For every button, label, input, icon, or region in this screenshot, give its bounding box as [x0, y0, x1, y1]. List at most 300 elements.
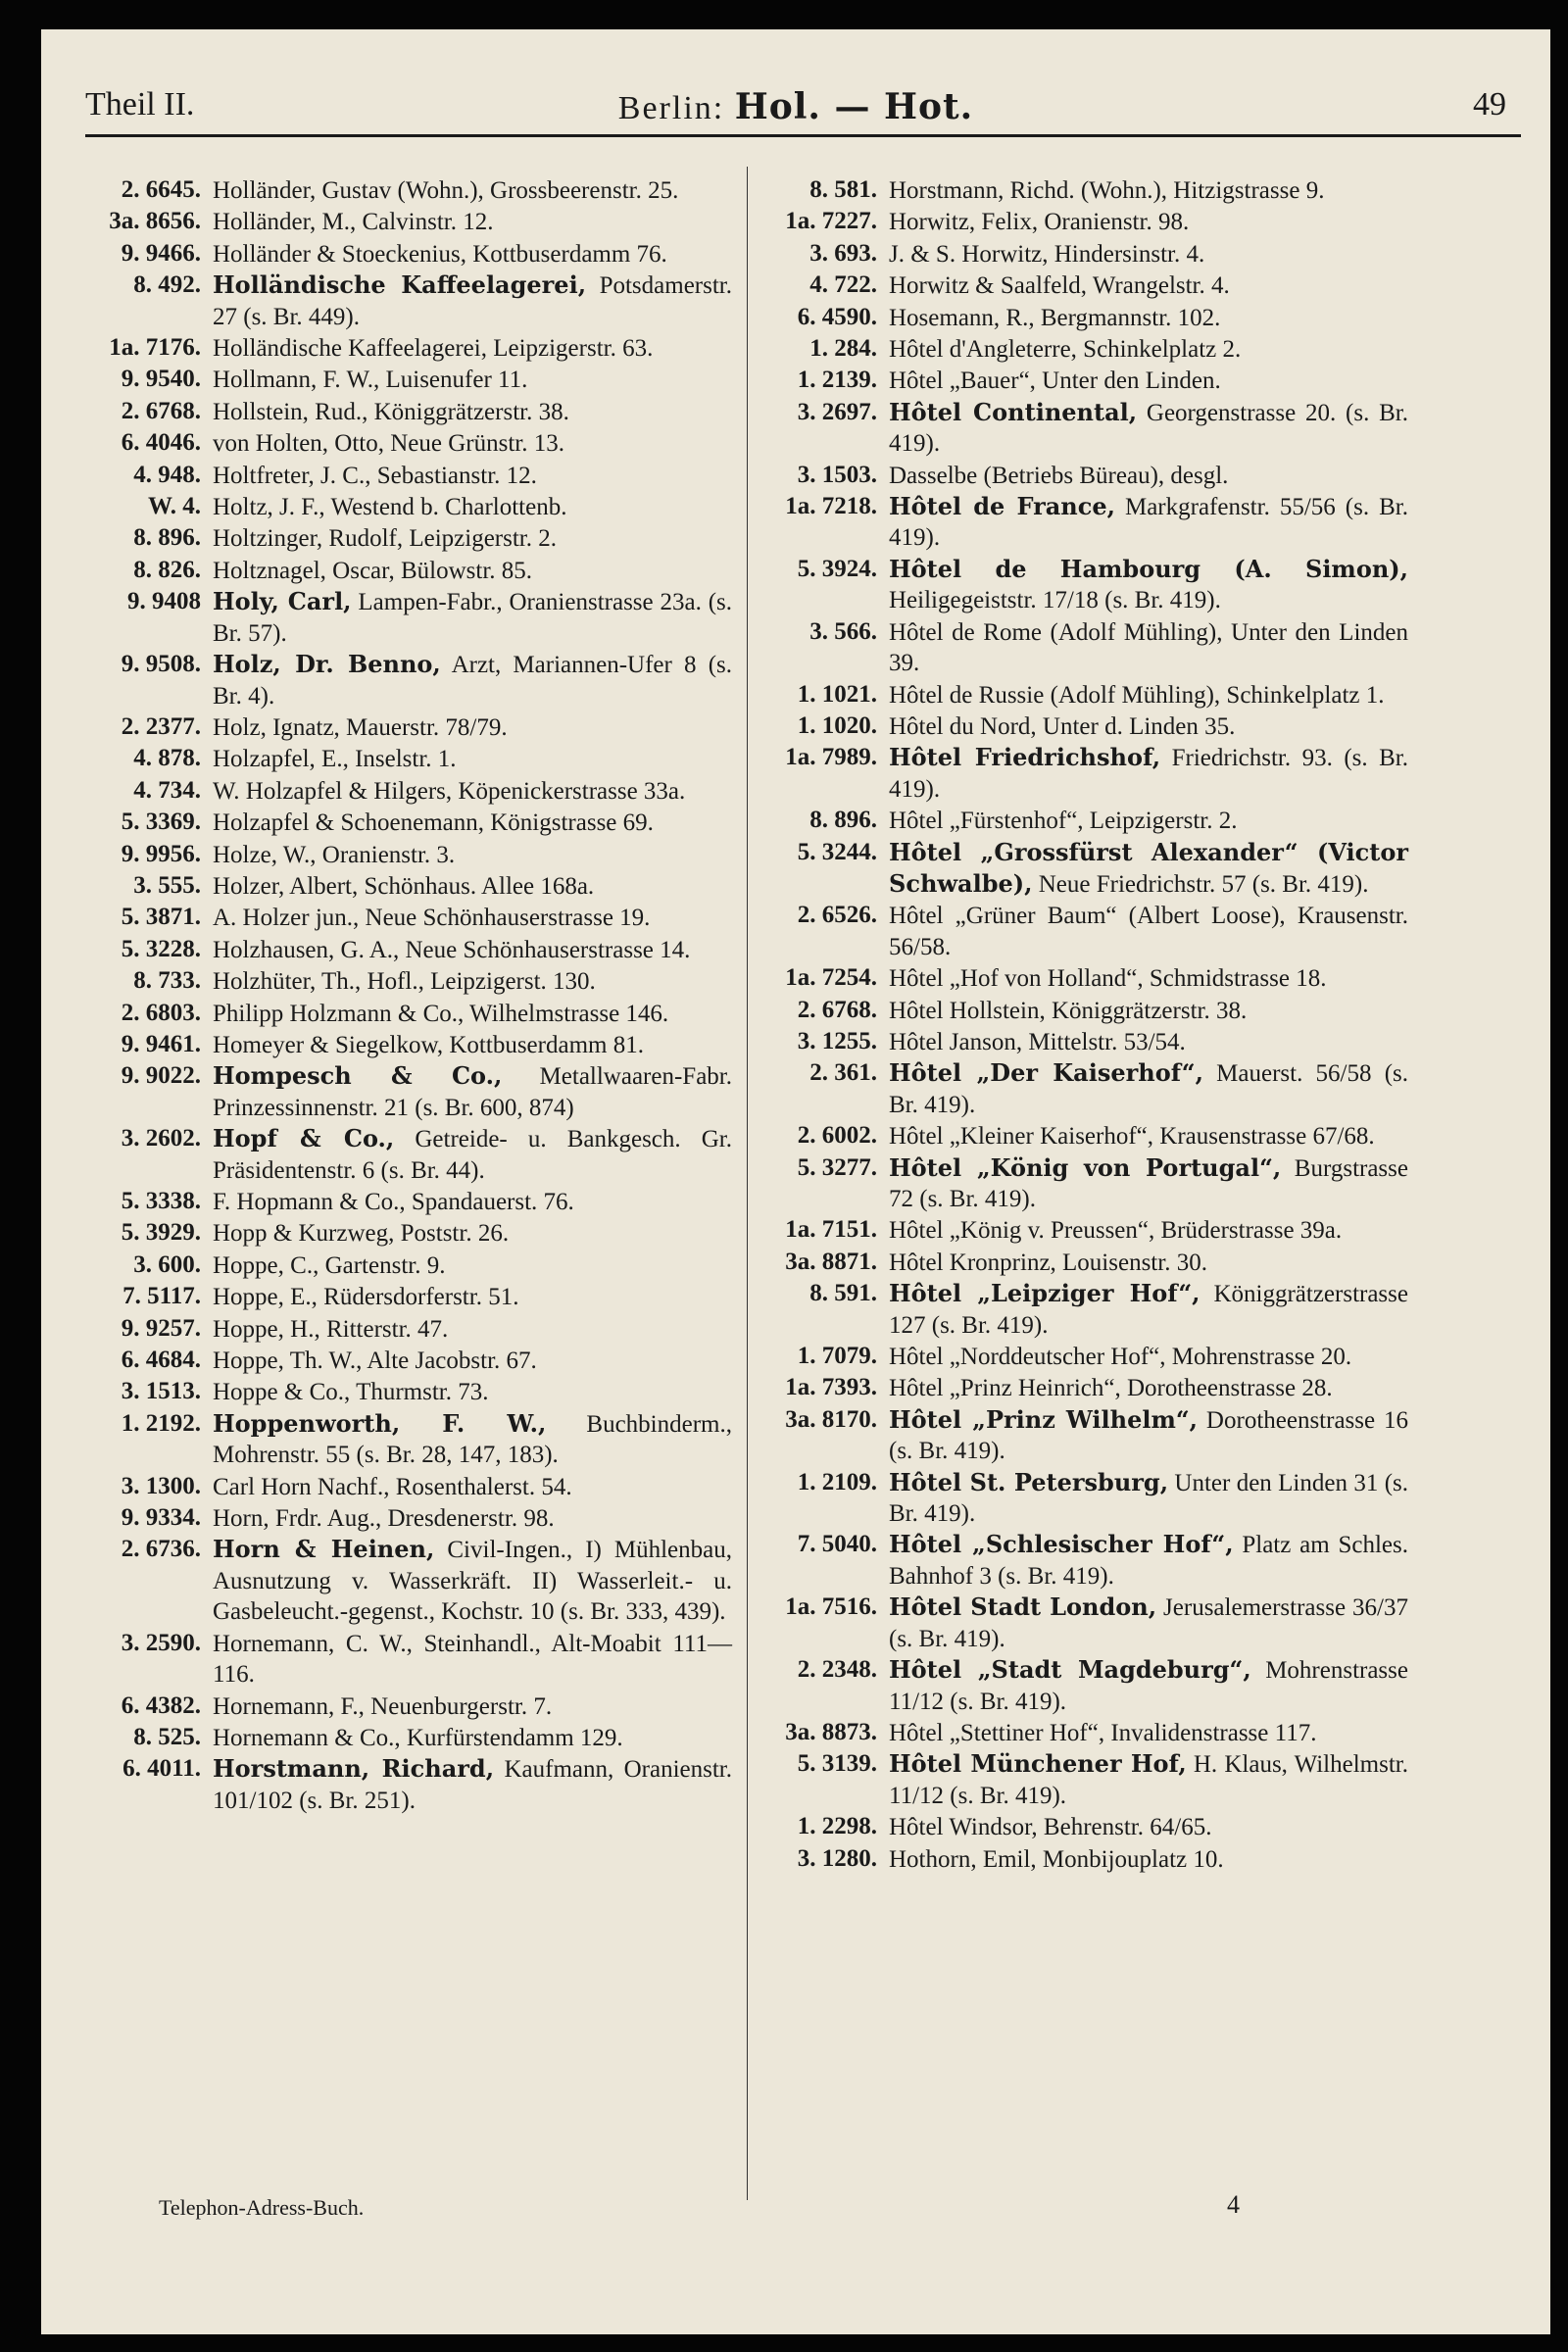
entry-details: Hopp & Kurzweg, Poststr. 26.: [213, 1220, 510, 1248]
entry-details: Hoppe, Th. W., Alte Jacobstr. 67.: [213, 1348, 537, 1375]
column-divider: [747, 167, 748, 2200]
directory-entry: [85, 1502, 732, 1534]
entry-text: [213, 364, 732, 395]
phone-number: 1. 2109.: [797, 1468, 877, 1495]
entry-text: [213, 1628, 732, 1690]
directory-entry: [761, 554, 1408, 616]
directory-entry: [85, 1408, 732, 1471]
directory-entry: [761, 238, 1408, 270]
entry-text: [889, 460, 1408, 491]
entry-details: Carl Horn Nachf., Rosenthalerst. 54.: [213, 1473, 572, 1500]
entry-text: [889, 174, 1408, 206]
entry-text: [889, 1654, 1408, 1717]
phone-number: 4. 878.: [133, 745, 201, 772]
entry-text: [213, 1408, 732, 1471]
entry-text: [889, 1152, 1408, 1215]
entry-text: [213, 1690, 732, 1722]
phone-number: 8. 896.: [809, 807, 877, 834]
directory-entry: [85, 743, 732, 774]
phone-number: 4. 734.: [133, 776, 201, 804]
directory-entry: [85, 649, 732, 711]
entry-details: Burgstrasse 72 (s. Br. 419).: [889, 1154, 1408, 1212]
directory-entry: [85, 1345, 732, 1376]
right-column: [761, 174, 1408, 1875]
entry-text: [213, 1471, 732, 1502]
entry-details: Neue Friedrichstr. 57 (s. Br. 419).: [1032, 870, 1369, 898]
entry-text: [213, 1502, 732, 1534]
entry-text: [889, 1026, 1408, 1057]
entry-text: [213, 1186, 732, 1217]
phone-number: 1. 2192.: [121, 1409, 201, 1437]
entry-details: Hollstein, Rud., Königgrätzerstr. 38.: [213, 398, 569, 425]
phone-number: 9. 9508.: [121, 651, 201, 678]
directory-entry: [85, 1060, 732, 1123]
entry-details: Georgenstrasse 20. (s. Br. 419).: [889, 399, 1408, 458]
entry-name-bold: Holz, Dr. Benno,: [213, 650, 441, 679]
phone-number: 3. 2697.: [797, 398, 877, 425]
entry-text: [889, 491, 1408, 554]
entry-details: Hoppe & Co., Thurmstr. 73.: [213, 1379, 489, 1406]
entry-details: Holländer, M., Calvinstr. 12.: [213, 209, 494, 236]
entry-details: Holzer, Albert, Schönhaus. Allee 168a.: [213, 872, 595, 900]
phone-number: 6. 4011.: [122, 1755, 201, 1783]
directory-entry: [85, 1217, 732, 1249]
entry-name-bold: Hôtel „Der Kaiserhof“,: [889, 1058, 1203, 1088]
directory-entry: [85, 238, 732, 270]
phone-number: 9. 9466.: [121, 239, 201, 267]
phone-number: 1a. 7254.: [785, 964, 877, 992]
phone-number: 1a. 7227.: [785, 208, 877, 235]
entry-text: [889, 397, 1408, 460]
directory-entry: [85, 1029, 732, 1060]
entry-details: Hôtel du Nord, Unter d. Linden 35.: [889, 712, 1236, 740]
entry-text: [213, 870, 732, 902]
phone-number: 2. 6768.: [797, 996, 877, 1023]
directory-entry: [761, 1152, 1408, 1215]
entry-details: Holze, W., Oranienstr. 3.: [213, 841, 456, 868]
entry-details: Hôtel Hollstein, Königgrätzerstr. 38.: [889, 997, 1248, 1024]
directory-entry: [85, 1471, 732, 1502]
phone-number: 3. 1280.: [797, 1844, 877, 1872]
entry-text: [213, 839, 732, 870]
entry-details: Potsdamerstr. 27 (s. Br. 449).: [213, 272, 732, 330]
entry-details: Holländer & Stoeckenius, Kottbuserdamm 76.: [213, 240, 667, 268]
entry-text: [889, 1529, 1408, 1592]
phone-number: 1a. 7393.: [785, 1374, 877, 1401]
entry-text: [213, 743, 732, 774]
entry-text: [213, 807, 732, 838]
entry-text: [213, 902, 732, 933]
phone-number: 9. 9408: [127, 588, 201, 615]
entry-text: [213, 1029, 732, 1060]
phone-number: 2. 6803.: [121, 999, 201, 1026]
directory-entry: [761, 333, 1408, 365]
entry-text: [889, 302, 1408, 333]
directory-entry: [761, 1843, 1408, 1875]
entry-details: Lampen-Fabr., Oranienstrasse 23a. (s. Br. 57).: [213, 589, 732, 647]
entry-name-bold: Holländische Kaffeelagerei,: [213, 270, 587, 300]
footer-title: Telephon-Adress-Buch.: [159, 2195, 365, 2220]
entry-details: Friedrichstr. 93. (s. Br. 419).: [889, 745, 1408, 803]
entry-text: [889, 1717, 1408, 1748]
entry-name-bold: Horstmann, Richard,: [213, 1754, 495, 1784]
entry-text: [889, 710, 1408, 742]
entry-text: [889, 742, 1408, 805]
directory-entry: [761, 1717, 1408, 1748]
phone-number: 1a. 7151.: [785, 1216, 877, 1244]
entry-text: [213, 965, 732, 997]
directory-entry: [85, 965, 732, 997]
phone-number: 6. 4046.: [121, 429, 201, 457]
phone-number: 3a. 8871.: [785, 1248, 877, 1275]
entry-details: Jerusalemerstrasse 36/37 (s. Br. 419).: [889, 1594, 1408, 1652]
directory-entry: [761, 995, 1408, 1026]
entry-text: [889, 837, 1408, 901]
entry-details: Hôtel de Russie (Adolf Mühling), Schinkelplatz 1.: [889, 681, 1385, 709]
directory-entry: [761, 1592, 1408, 1654]
entry-details: Hornemann, C. W., Steinhandl., Alt-Moabit 111—116.: [213, 1630, 732, 1689]
entry-details: J. & S. Horwitz, Hindersinstr. 4.: [889, 240, 1205, 268]
entry-text: [213, 1313, 732, 1345]
left-column: [85, 174, 732, 1816]
phone-number: 3a. 8656.: [109, 208, 201, 235]
entry-details: Holzhüter, Th., Hofl., Leipzigerst. 130.: [213, 968, 596, 996]
phone-number: 9. 9022.: [121, 1062, 201, 1090]
entry-details: Hoppe, E., Rüdersdorferstr. 51.: [213, 1284, 519, 1311]
directory-entry: [761, 1026, 1408, 1057]
entry-details: Philipp Holzmann & Co., Wilhelmstrasse 146.: [213, 1000, 669, 1027]
directory-entry: [85, 1123, 732, 1186]
entry-details: H. Klaus, Wilhelmstr. 11/12 (s. Br. 419).: [889, 1751, 1408, 1809]
phone-number: 2. 2377.: [121, 712, 201, 740]
directory-entry: [85, 555, 732, 586]
directory-entry: [761, 491, 1408, 554]
entry-text: [213, 555, 732, 586]
directory-entry: [85, 174, 732, 206]
entry-details: Hôtel „König v. Preussen“, Brüderstrasse 39a.: [889, 1217, 1343, 1245]
entry-name-bold: Hôtel „Leipziger Hof“,: [889, 1279, 1200, 1308]
entry-details: Holz, Ignatz, Mauerstr. 78/79.: [213, 713, 508, 741]
entry-details: Holländische Kaffeelagerei, Leipzigerstr. 63.: [213, 335, 654, 363]
entry-text: [889, 270, 1408, 301]
entry-text: [889, 805, 1408, 836]
entry-text: [213, 1534, 732, 1627]
entry-details: Markgrafenstr. 55/56 (s. Br. 419).: [889, 494, 1408, 552]
directory-entry: [761, 1748, 1408, 1811]
entry-text: [889, 962, 1408, 994]
entry-details: Hôtel „Kleiner Kaiserhof“, Krausenstrasse 67/68.: [889, 1123, 1375, 1151]
directory-entry: [85, 839, 732, 870]
directory-entry: [85, 1722, 732, 1753]
entry-text: [213, 427, 732, 459]
directory-entry: [85, 1753, 732, 1816]
entry-details: Civil-Ingen., I) Mühlenbau, Ausnutzung v. Wasserkräft. II) Wasserleit.- u. Gasbeleucht.-gegenst., Kochstr. 10 (s. Br. 333, 439).: [213, 1537, 733, 1626]
phone-number: 2. 6526.: [797, 902, 877, 929]
phone-number: 1. 2139.: [797, 367, 877, 394]
entry-details: Platz am Schles. Bahnhof 3 (s. Br. 419).: [889, 1532, 1408, 1590]
entry-text: [213, 1060, 732, 1123]
entry-details: Unter den Linden 31 (s. Br. 419).: [889, 1469, 1408, 1528]
phone-number: 4. 722.: [809, 271, 877, 299]
directory-entry: [85, 775, 732, 807]
entry-details: Hôtel „Stettiner Hof“, Invalidenstrasse 117.: [889, 1719, 1317, 1746]
entry-text: [213, 332, 732, 364]
entry-text: [213, 1753, 732, 1816]
directory-entry: [761, 1120, 1408, 1152]
directory-entry: [85, 427, 732, 459]
phone-number: 3. 2602.: [121, 1125, 201, 1152]
phone-number: 5. 3277.: [797, 1153, 877, 1181]
entry-name-bold: Hôtel Continental,: [889, 397, 1138, 426]
directory-entry: [85, 934, 732, 965]
directory-entry: [85, 586, 732, 649]
directory-entry: [761, 460, 1408, 491]
directory-entry: [761, 365, 1408, 396]
directory-entry: [85, 1628, 732, 1690]
entry-details: Hothorn, Emil, Monbijouplatz 10.: [889, 1845, 1224, 1873]
entry-details: Hôtel de Rome (Adolf Mühling), Unter den Linden 39.: [889, 618, 1408, 677]
phone-number: 5. 3369.: [121, 808, 201, 836]
entry-details: Kaufmann, Oranienstr. 101/102 (s. Br. 251).: [213, 1756, 733, 1814]
entry-details: F. Hopmann & Co., Spandauerst. 76.: [213, 1189, 574, 1215]
section-label: Theil II.: [85, 86, 195, 122]
page-header: [85, 76, 1506, 135]
entry-text: [889, 1247, 1408, 1278]
directory-entry: [761, 962, 1408, 994]
directory-entry: [85, 1186, 732, 1217]
phone-number: 8. 733.: [133, 967, 201, 995]
phone-number: 9. 9461.: [121, 1030, 201, 1057]
directory-entry: [761, 900, 1408, 962]
entry-name-bold: Hôtel de Hambourg (A. Simon),: [889, 554, 1408, 583]
directory-entry: [761, 302, 1408, 333]
entry-text: [889, 616, 1408, 679]
entry-details: Heiligegeiststr. 17/18 (s. Br. 419).: [889, 587, 1221, 614]
page-number: 49: [1473, 86, 1506, 122]
entry-details: Holtznagel, Oscar, Bülowstr. 85.: [213, 557, 533, 584]
phone-number: 5. 3139.: [797, 1750, 877, 1778]
entry-details: Hôtel „Fürstenhof“, Leipzigerstr. 2.: [889, 808, 1238, 835]
phone-number: 3. 555.: [133, 871, 201, 899]
directory-entry: [85, 270, 732, 332]
phone-number: 3. 1513.: [121, 1378, 201, 1405]
entry-text: [213, 934, 732, 965]
directory-entry: [761, 1467, 1408, 1530]
entry-name-bold: Hôtel „Stadt Magdeburg“,: [889, 1655, 1251, 1685]
directory-entry: [761, 1214, 1408, 1246]
entry-text: [213, 649, 732, 711]
phone-number: 3. 1503.: [797, 461, 877, 488]
directory-entry: [85, 807, 732, 838]
phone-number: 9. 9956.: [121, 840, 201, 867]
phone-number: 2. 361.: [809, 1059, 877, 1087]
directory-entry: [761, 1654, 1408, 1717]
entry-text: [213, 522, 732, 554]
entry-text: [889, 995, 1408, 1026]
phone-number: 5. 3924.: [797, 555, 877, 582]
entry-name-bold: Holy, Carl,: [213, 587, 352, 616]
entry-name-bold: Hompesch & Co.,: [213, 1061, 503, 1091]
directory-entry: [85, 206, 732, 237]
directory-entry: [761, 1247, 1408, 1278]
entry-details: Hornemann & Co., Kurfürstendamm 129.: [213, 1724, 623, 1751]
entry-text: [213, 1217, 732, 1249]
entry-text: [889, 1278, 1408, 1341]
entry-text: [213, 491, 732, 522]
entry-details: Horn, Frdr. Aug., Dresdenerstr. 98.: [213, 1505, 555, 1533]
entry-details: Homeyer & Siegelkow, Kottbuserdamm 81.: [213, 1031, 644, 1058]
entry-text: [889, 206, 1408, 237]
entry-details: Arzt, Mariannen-Ufer 8 (s. Br. 4).: [213, 652, 733, 710]
entry-name-bold: Hôtel St. Petersburg,: [889, 1467, 1169, 1496]
entry-text: [213, 460, 732, 491]
phone-number: 3a. 8170.: [785, 1405, 877, 1433]
phone-number: 1. 284.: [809, 335, 877, 363]
entry-name-bold: Hôtel Stadt London,: [889, 1592, 1157, 1622]
directory-page: [41, 29, 1550, 2334]
entry-text: [889, 1341, 1408, 1372]
entry-text: [213, 1376, 732, 1407]
directory-entry: [761, 837, 1408, 901]
directory-entry: [85, 460, 732, 491]
phone-number: 3. 566.: [809, 617, 877, 645]
running-title: [85, 86, 1506, 127]
directory-entry: [761, 1404, 1408, 1467]
phone-number: 1. 1020.: [797, 711, 877, 739]
city-label: Berlin:: [617, 90, 725, 126]
phone-number: 3. 600.: [133, 1250, 201, 1278]
phone-number: 1. 1021.: [797, 680, 877, 708]
entry-text: [889, 900, 1408, 962]
phone-number: 8. 896.: [133, 524, 201, 552]
entry-details: Holzapfel, E., Inselstr. 1.: [213, 746, 457, 773]
entry-details: Hôtel Janson, Mittelstr. 53/54.: [889, 1028, 1186, 1055]
entry-details: Holzhausen, G. A., Neue Schönhauserstrasse 14.: [213, 936, 691, 963]
phone-number: 5. 3929.: [121, 1219, 201, 1247]
phone-number: 6. 4590.: [797, 303, 877, 330]
entry-text: [213, 1123, 732, 1186]
directory-entry: [761, 1057, 1408, 1120]
entry-text: [213, 775, 732, 807]
entry-details: Hôtel Kronprinz, Louisenstr. 30.: [889, 1249, 1207, 1276]
entry-name-bold: Horn & Heinen,: [213, 1535, 435, 1564]
directory-entry: [761, 206, 1408, 237]
phone-number: 5. 3871.: [121, 904, 201, 931]
entry-details: A. Holzer jun., Neue Schönhauserstrasse 19.: [213, 905, 651, 932]
entry-text: [213, 1345, 732, 1376]
entry-text: [889, 679, 1408, 710]
signature-mark: 4: [1227, 2190, 1240, 2219]
entry-text: [213, 586, 732, 649]
entry-details: Holtfreter, J. C., Sebastianstr. 12.: [213, 462, 537, 489]
directory-entry: [761, 270, 1408, 301]
directory-entry: [85, 1281, 732, 1312]
entry-text: [889, 333, 1408, 365]
entry-details: Hoppe, C., Gartenstr. 9.: [213, 1251, 446, 1279]
entry-text: [889, 1120, 1408, 1152]
directory-entry: [85, 522, 732, 554]
entry-details: Horwitz, Felix, Oranienstr. 98.: [889, 209, 1190, 236]
phone-number: 8. 492.: [133, 271, 201, 299]
entry-details: Holtz, J. F., Westend b. Charlottenb.: [213, 494, 567, 521]
entry-text: [213, 174, 732, 206]
directory-entry: [761, 805, 1408, 836]
entry-details: von Holten, Otto, Neue Grünstr. 13.: [213, 430, 564, 458]
entry-text: [213, 711, 732, 743]
entry-name-bold: Hôtel Münchener Hof,: [889, 1749, 1187, 1779]
entry-name-bold: Hoppenworth, F. W.,: [213, 1408, 547, 1438]
entry-text: [889, 1811, 1408, 1842]
phone-number: 6. 4382.: [121, 1691, 201, 1719]
phone-number: 2. 2348.: [797, 1656, 877, 1684]
phone-number: 2. 6736.: [121, 1536, 201, 1563]
entry-text: [889, 1748, 1408, 1811]
entry-details: Königgrätzerstrasse 127 (s. Br. 419).: [889, 1281, 1408, 1339]
entry-details: Hosemann, R., Bergmannstr. 102.: [889, 304, 1221, 331]
phone-number: 3. 2590.: [121, 1629, 201, 1656]
entry-details: Horwitz & Saalfeld, Wrangelstr. 4.: [889, 272, 1230, 300]
entry-name-bold: Hôtel „König von Portugal“,: [889, 1152, 1282, 1182]
phone-number: 9. 9334.: [121, 1504, 201, 1532]
entry-details: Dasselbe (Betriebs Büreau), desgl.: [889, 462, 1229, 489]
directory-entry: [85, 902, 732, 933]
directory-entry: [761, 616, 1408, 679]
entry-text: [889, 1467, 1408, 1530]
phone-number: 3. 693.: [809, 239, 877, 267]
entry-name-bold: Hôtel „Schlesischer Hof“,: [889, 1530, 1234, 1559]
entry-name-bold: Hôtel de France,: [889, 492, 1115, 521]
phone-number: 1. 2298.: [797, 1813, 877, 1840]
directory-entry: [85, 396, 732, 427]
phone-number: 1a. 7989.: [785, 744, 877, 771]
entry-details: Hôtel d'Angleterre, Schinkelplatz 2.: [889, 336, 1242, 364]
directory-entry: [85, 1313, 732, 1345]
phone-number: 1a. 7218.: [785, 493, 877, 520]
entry-name-bold: Hôtel „Grossfürst Alexander“ (Victor Schwalbe),: [889, 837, 1408, 898]
entry-text: [889, 1404, 1408, 1467]
phone-number: 1a. 7516.: [785, 1593, 877, 1621]
entry-text: [213, 1722, 732, 1753]
entry-text: [889, 1214, 1408, 1246]
entry-range: Hol. — Hot.: [734, 86, 974, 127]
directory-entry: [761, 397, 1408, 460]
directory-entry: [761, 742, 1408, 805]
phone-number: W. 4.: [148, 493, 201, 520]
entry-details: Getreide- u. Bankgesch. Gr. Präsidentenstr. 6 (s. Br. 44).: [213, 1126, 732, 1184]
entry-text: [889, 365, 1408, 396]
entry-details: W. Holzapfel & Hilgers, Köpenickerstrasse 33a.: [213, 777, 686, 805]
directory-entry: [761, 174, 1408, 206]
entry-details: Hôtel „Prinz Heinrich“, Dorotheenstrasse 28.: [889, 1375, 1333, 1402]
phone-number: 2. 6645.: [121, 176, 201, 203]
phone-number: 5. 3338.: [121, 1188, 201, 1214]
directory-entry: [85, 998, 732, 1029]
phone-number: 8. 525.: [133, 1723, 201, 1750]
phone-number: 1. 7079.: [797, 1343, 877, 1370]
entry-name-bold: Hopf & Co.,: [213, 1124, 395, 1153]
directory-entry: [85, 364, 732, 395]
directory-entry: [85, 1250, 732, 1281]
phone-number: 7. 5040.: [797, 1531, 877, 1558]
directory-entry: [761, 679, 1408, 710]
directory-entry: [761, 710, 1408, 742]
phone-number: 3a. 8873.: [785, 1718, 877, 1745]
entry-details: Hôtel Windsor, Behrenstr. 64/65.: [889, 1814, 1212, 1841]
entry-name-bold: Hôtel „Prinz Wilhelm“,: [889, 1404, 1199, 1434]
phone-number: 3. 1255.: [797, 1027, 877, 1054]
phone-number: 5. 3244.: [797, 838, 877, 865]
phone-number: 8. 581.: [809, 176, 877, 203]
